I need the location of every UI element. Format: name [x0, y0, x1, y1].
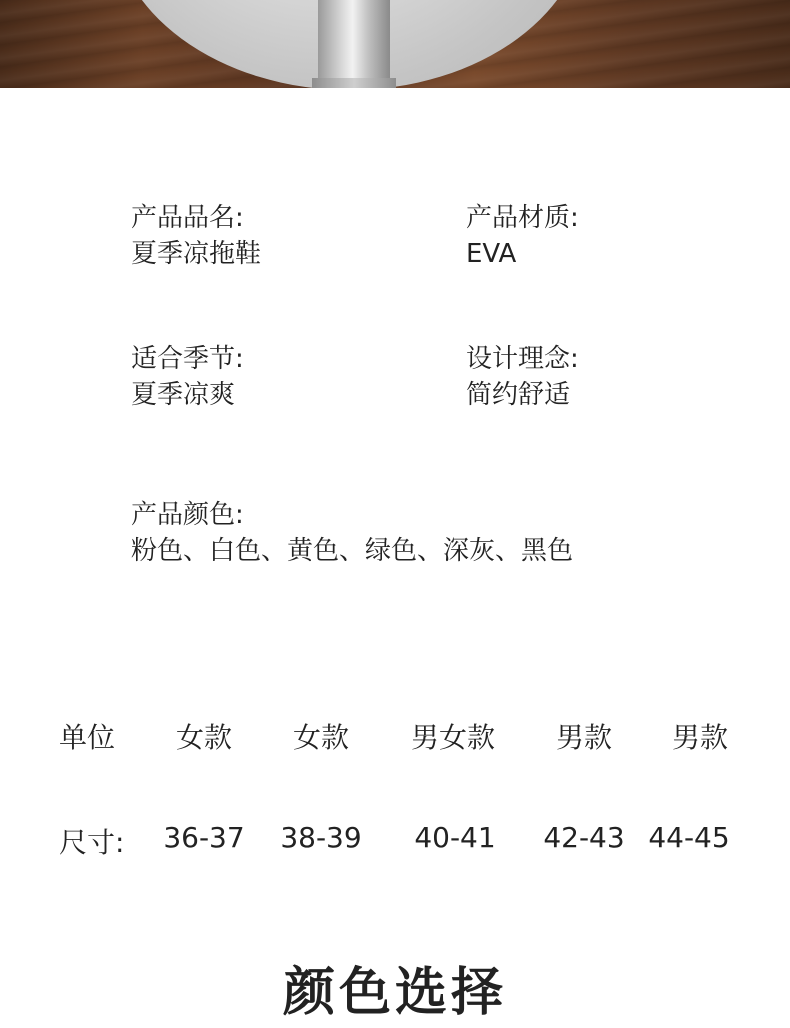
spec-season: [131, 341, 244, 413]
size-cell: 36-37: [163, 821, 245, 854]
spec-value: 夏季凉爽: [131, 380, 236, 410]
spec-label: 设计理念:: [466, 344, 579, 374]
unit-cell: 男款: [671, 721, 729, 754]
spec-value: 简约舒适: [466, 380, 571, 410]
color-selection-title: 颜色选择: [282, 963, 507, 1023]
size-cell: 44-45: [648, 821, 730, 854]
size-header: 尺寸:: [59, 826, 125, 859]
size-cell: 40-41: [414, 821, 496, 854]
spec-label: 产品颜色:: [131, 500, 244, 530]
size-cell: 42-43: [543, 821, 625, 854]
spec-product-name: [131, 200, 261, 272]
spec-value: 粉色、白色、黄色、绿色、深灰、黑色: [131, 536, 574, 566]
unit-header: 单位: [59, 721, 116, 754]
unit-cell: 女款: [292, 721, 350, 754]
spec-colors: [131, 497, 573, 569]
display-stand-pole: [318, 0, 390, 88]
spec-material: [466, 200, 579, 272]
product-photo: [0, 0, 790, 88]
size-cell: 38-39: [280, 821, 362, 854]
spec-label: 产品品名:: [131, 203, 244, 233]
spec-label: 适合季节:: [131, 344, 244, 374]
spec-value: EVA: [466, 239, 517, 269]
unit-cell: 女款: [175, 721, 233, 754]
spec-value: 夏季凉拖鞋: [131, 239, 262, 269]
unit-cell: 男款: [555, 721, 613, 754]
spec-design-concept: [466, 341, 579, 413]
spec-label: 产品材质:: [466, 203, 579, 233]
unit-cell: 男女款: [410, 721, 496, 754]
